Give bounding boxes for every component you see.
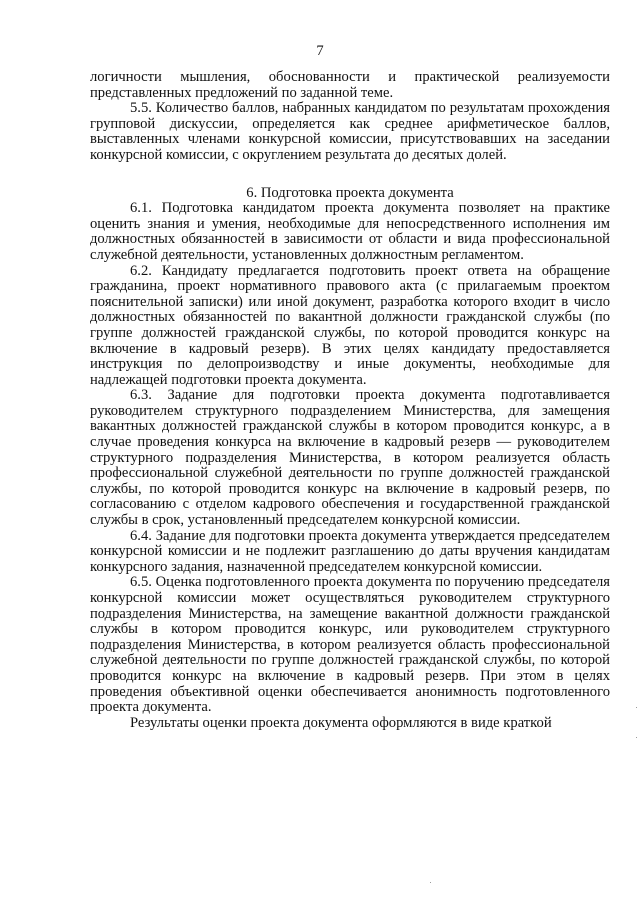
paragraph-results: Результаты оценки проекта документа оформляются в виде краткой [130, 714, 552, 731]
paragraph-6-3: 6.3. Задание для подготовки проекта документа подготавливается руководителем структурного подразделением Министерства, для замещения вакантных должностей гражданской службы в котором проводится конкурс, а в случае проведения конкурса на включение в кадровый резерв — руководителем структурного подразделения Министерства, в котором реализуется область профессиональной служебной деятельности по группе должностей гражданской службы, по которой проводится конкурс на включение в кадровый резерв, по согласованию с отделом кадрового обеспечения и государственной гражданской службы в срок, установленный председателем конкурсной комиссии. [90, 387, 610, 529]
page-number: 7 [316, 43, 324, 59]
section-heading: 6. Подготовка проекта документа [246, 184, 454, 201]
scan-artifact [430, 882, 431, 883]
paragraph-5-5: 5.5. Количество баллов, набранных кандидатом по результатам прохождения групповой дискуссии, определяется как среднее арифметическое баллов, выставленных членами конкурсной комиссии, присутствовавших на заседании конкурсной комиссии, с округлением результата до десятых долей. [90, 100, 610, 163]
paragraph-continuation: логичности мышления, обоснованности и практической реализуемости представленных предложений по заданной теме. [90, 69, 610, 101]
section-spacer [90, 164, 610, 186]
scan-artifact [636, 707, 637, 708]
document-body [90, 70, 610, 731]
paragraph-6-4: 6.4. Задание для подготовки проекта документа утверждается председателем конкурсной комиссии и не подлежит разглашению до даты вручения кандидатам конкурсного задания, назначенной председателем конкурсной комиссии. [90, 527, 610, 575]
paragraph-6-1: 6.1. Подготовка кандидатом проекта документа позволяет на практике оценить знания и умения, необходимые для непосредственного исполнения им должностных обязанностей в зависимости от области и вида профессиональной служебной деятельности, установленных должностным регламентом. [90, 200, 610, 263]
scan-artifact [636, 737, 637, 738]
paragraph-6-2: 6.2. Кандидату предлагается подготовить проект ответа на обращение гражданина, проект нормативного правового акта (с прилагаемым проектом пояснительной записки) или иной документ, разработка которого входит в число должностных обязанностей по вакантной должности гражданской службы (по группе должностей гражданской службы, по которой проводится конкурс на включение в кадровый резерв). В этих целях кандидату предоставляется инструкция по делопроизводству и иные документы, необходимые для надлежащей подготовки проекта документа. [90, 262, 610, 388]
paragraph-6-5: 6.5. Оценка подготовленного проекта документа по поручению председателя конкурсной комиссии может осуществляться руководителем структурного подразделения Министерства, на замещение вакантной должности гражданской службы в котором проводится конкурс, или руководителем структурного подразделения Министерства, в котором реализуется область профессиональной служебной деятельности по группе должностей гражданской службы, по которой проводится конкурс на включение в кадровый резерв. При этом в целях проведения объективной оценки обеспечивается анонимность подготовленного проекта документа. [90, 574, 610, 716]
